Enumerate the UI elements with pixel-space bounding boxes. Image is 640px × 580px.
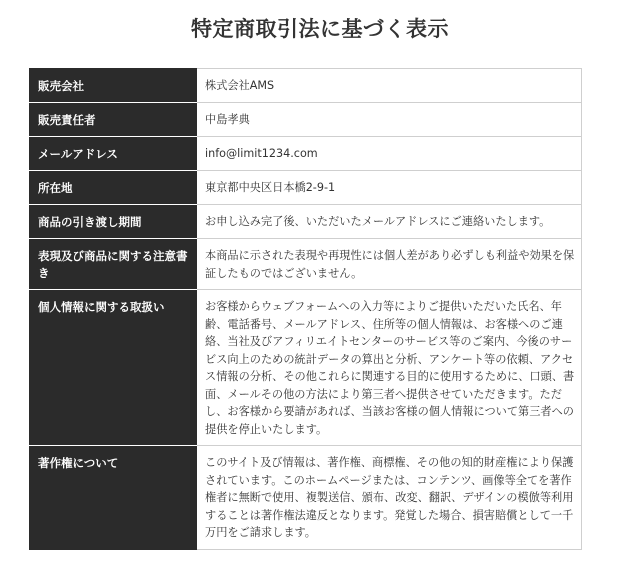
row-value-email: info@limit1234.com [197, 137, 582, 171]
row-label-manager: 販売責任者 [30, 103, 197, 137]
row-value-seller: 株式会社AMS [197, 69, 582, 103]
row-label-copyright: 著作権について [30, 446, 197, 550]
table-row [30, 69, 582, 103]
table-row [30, 171, 582, 205]
table-row [30, 137, 582, 171]
row-label-email: メールアドレス [30, 137, 197, 171]
table-row [30, 446, 582, 550]
table-row [30, 290, 582, 446]
row-label-notice: 表現及び商品に関する注意書き [30, 239, 197, 290]
row-value-notice: 本商品に示された表現や再現性には個人差があり必ずしも利益や効果を保証したものではございません。 [197, 239, 582, 290]
row-value-copyright: このサイト及び情報は、著作権、商標権、その他の知的財産権により保護されています。このホームページまたは、コンテンツ、画像等全てを著作権者に無断で使用、複製送信、頒布、改変、翻訳、デザインの模倣等利用することは著作権法違反となります。発覚した場合、損害賠償として一千万円をご請求します。 [197, 446, 582, 550]
row-value-delivery: お申し込み完了後、いただいたメールアドレスにご連絡いたします。 [197, 205, 582, 239]
page-title: 特定商取引法に基づく表示 [191, 17, 449, 41]
row-label-seller: 販売会社 [30, 69, 197, 103]
row-value-privacy: お客様からウェブフォームへの入力等によりご提供いただいた氏名、年齢、電話番号、メールアドレス、住所等の個人情報は、お客様へのご連絡、当社及びアフィリエイトセンターのサービス等のご案内、今後のサービス向上のための統計データの算出と分析、アンケート等の依頼、アクセス情報の分析、その他これらに関連する目的に使用するために、口頭、書面、メールその他の方法により第三者へ提供させていただきます。ただし、お客様から要請があれば、当該お客様の個人情報について第三者への提供を停止いたします。 [197, 290, 582, 446]
row-value-address: 東京都中央区日本橋2-9-1 [197, 171, 582, 205]
info-table [29, 68, 582, 550]
table-row [30, 239, 582, 290]
row-label-address: 所在地 [30, 171, 197, 205]
row-label-privacy: 個人情報に関する取扱い [30, 290, 197, 446]
row-value-manager: 中島孝典 [197, 103, 582, 137]
table-row [30, 103, 582, 137]
table-row [30, 205, 582, 239]
row-label-delivery: 商品の引き渡し期間 [30, 205, 197, 239]
